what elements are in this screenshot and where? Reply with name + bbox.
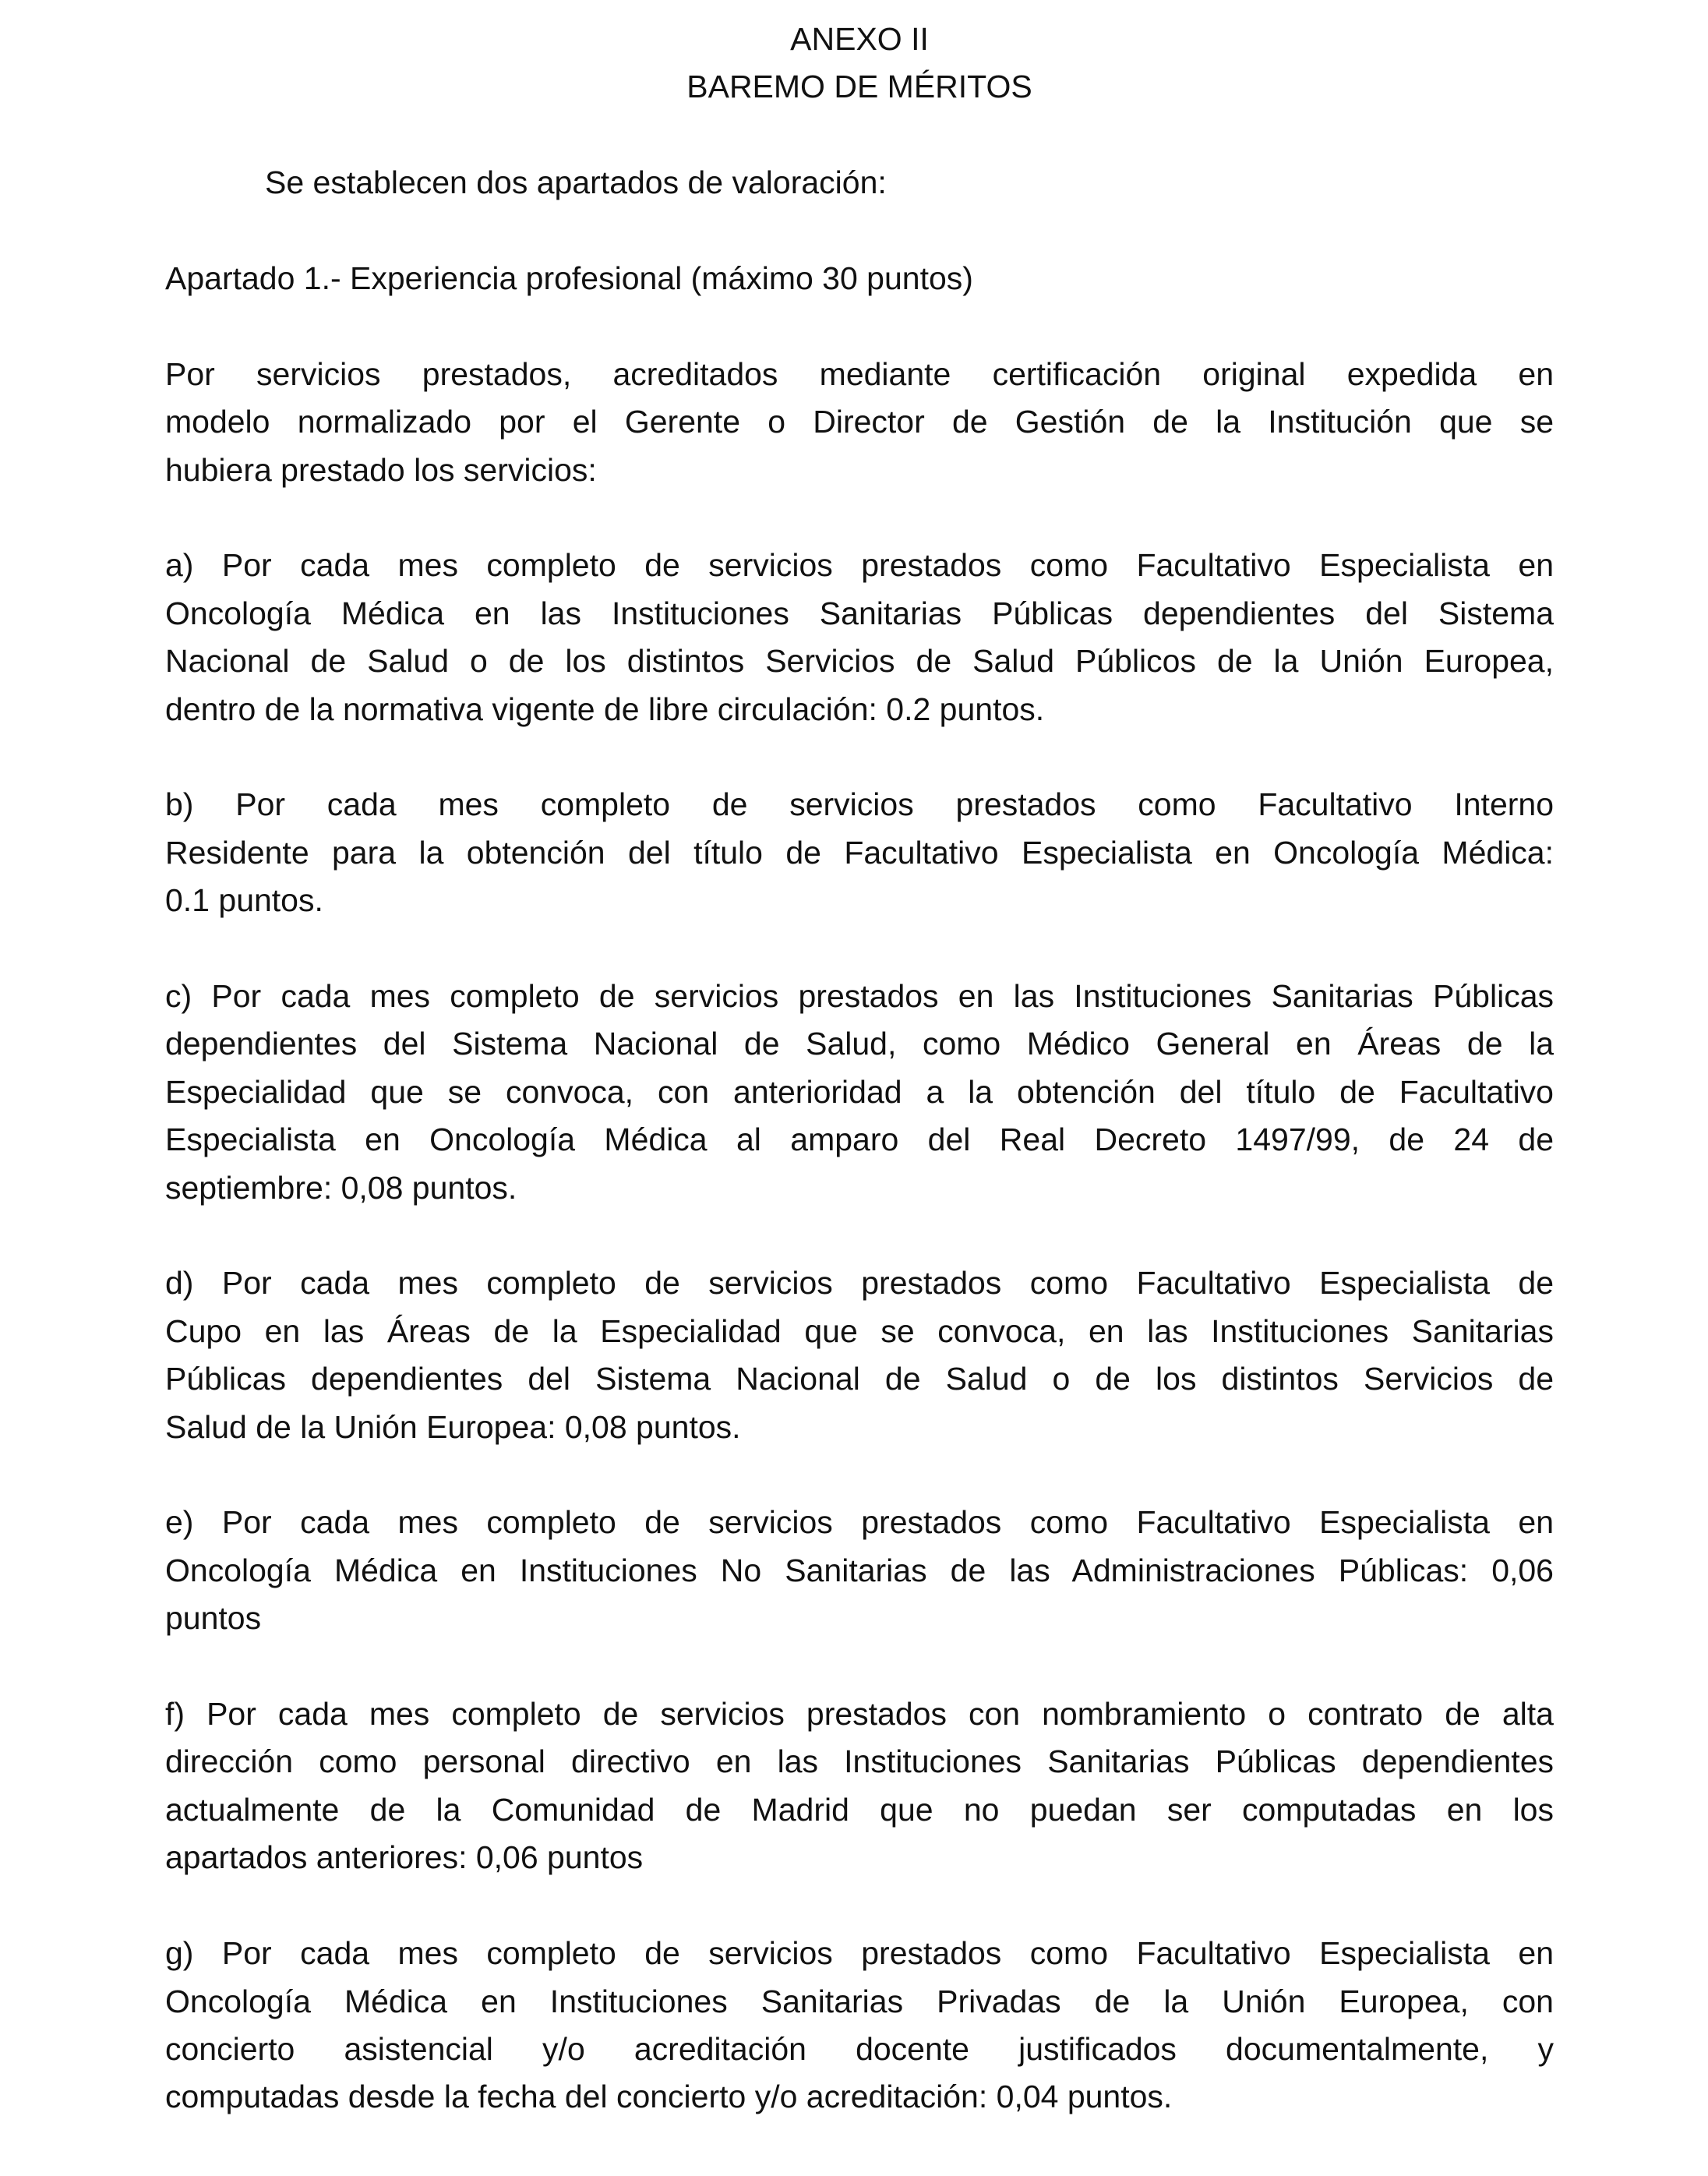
- document-page: [165, 16, 1554, 2121]
- paragraph-line: Especialidad que se convoca, con anterioridad a la obtención del título de Facultativo: [165, 1073, 1554, 1110]
- intro-text: Se establecen dos apartados de valoración:: [265, 164, 887, 201]
- paragraph-line: Residente para la obtención del título de Facultativo Especialista en Oncología Médica:: [165, 834, 1554, 871]
- spacer: [165, 1451, 1554, 1499]
- spacer: [165, 494, 1554, 542]
- spacer: [165, 925, 1554, 973]
- paragraph: [165, 1499, 1554, 1642]
- paragraph-line: dependientes del Sistema Nacional de Salud, como Médico General en Áreas de la: [165, 1026, 1554, 1062]
- paragraph-line: dentro de la normativa vigente de libre circulación: 0.2 puntos.: [165, 691, 1045, 727]
- paragraph: [165, 1690, 1554, 1882]
- paragraph-line: Especialista en Oncología Médica al amparo del Real Decreto 1497/99, de 24 de: [165, 1122, 1554, 1158]
- paragraph-line: d) Por cada mes completo de servicios prestados como Facultativo Especialista de: [165, 1265, 1554, 1302]
- paragraph-line: Cupo en las Áreas de la Especialidad que se convoca, en las Instituciones Sanitarias: [165, 1312, 1554, 1349]
- paragraph-line: Oncología Médica en Instituciones No Sanitarias de las Administraciones Públicas: 0,06: [165, 1552, 1554, 1588]
- paragraph-line: b) Por cada mes completo de servicios prestados como Facultativo Interno: [165, 786, 1554, 823]
- paragraph: [165, 781, 1554, 924]
- paragraph-line: concierto asistencial y/o acreditación docente justificados documentalmente, y: [165, 2030, 1554, 2067]
- paragraphs: [165, 302, 1554, 2121]
- paragraph: [165, 351, 1554, 494]
- paragraph: [165, 1930, 1554, 2121]
- spacer: [165, 111, 1554, 159]
- paragraph: [165, 973, 1554, 1212]
- paragraph: [165, 1259, 1554, 1451]
- spacer: [165, 1643, 1554, 1690]
- paragraph-line: c) Por cada mes completo de servicios prestados en las Instituciones Sanitarias Públicas: [165, 978, 1554, 1015]
- paragraph-line: Oncología Médica en las Instituciones Sanitarias Públicas dependientes del Sistema: [165, 595, 1554, 631]
- paragraph: [165, 542, 1554, 733]
- paragraph-line: apartados anteriores: 0,06 puntos: [165, 1839, 644, 1876]
- document-title: BAREMO DE MÉRITOS: [686, 69, 1032, 105]
- paragraph-line: f) Por cada mes completo de servicios prestados con nombramiento o contrato de alta: [165, 1696, 1554, 1733]
- spacer: [165, 302, 1554, 350]
- paragraph-line: hubiera prestado los servicios:: [165, 451, 597, 488]
- spacer: [165, 1212, 1554, 1259]
- paragraph-line: computadas desde la fecha del concierto y/o acreditación: 0,04 puntos.: [165, 2079, 1173, 2115]
- paragraph-line: Oncología Médica en Instituciones Sanitarias Privadas de la Unión Europea, con: [165, 1983, 1554, 2019]
- paragraph-line: modelo normalizado por el Gerente o Director de Gestión de la Institución que se: [165, 404, 1554, 440]
- paragraph-line: Públicas dependientes del Sistema Nacional de Salud o de los distintos Servicios de: [165, 1361, 1554, 1397]
- paragraph-line: Nacional de Salud o de los distintos Servicios de Salud Públicos de la Unión Europea,: [165, 643, 1554, 680]
- paragraph-line: actualmente de la Comunidad de Madrid que no puedan ser computadas en los: [165, 1791, 1554, 1828]
- section-1-title: Apartado 1.- Experiencia profesional (máximo 30 puntos): [165, 260, 973, 296]
- paragraph-line: g) Por cada mes completo de servicios prestados como Facultativo Especialista en: [165, 1935, 1554, 1972]
- paragraph-line: septiembre: 0,08 puntos.: [165, 1169, 517, 1206]
- spacer: [165, 1882, 1554, 1930]
- paragraph-line: e) Por cada mes completo de servicios prestados como Facultativo Especialista en: [165, 1504, 1554, 1541]
- spacer: [165, 207, 1554, 255]
- spacer: [165, 733, 1554, 781]
- annex-heading: ANEXO II: [790, 21, 929, 57]
- paragraph-line: a) Por cada mes completo de servicios prestados como Facultativo Especialista en: [165, 547, 1554, 584]
- paragraph-line: Por servicios prestados, acreditados mediante certificación original expedida en: [165, 355, 1554, 392]
- paragraph-line: 0.1 puntos.: [165, 882, 323, 919]
- paragraph-line: dirección como personal directivo en las Instituciones Sanitarias Públicas dependientes: [165, 1743, 1554, 1780]
- paragraph-line: Salud de la Unión Europea: 0,08 puntos.: [165, 1408, 741, 1445]
- paragraph-line: puntos: [165, 1600, 262, 1637]
